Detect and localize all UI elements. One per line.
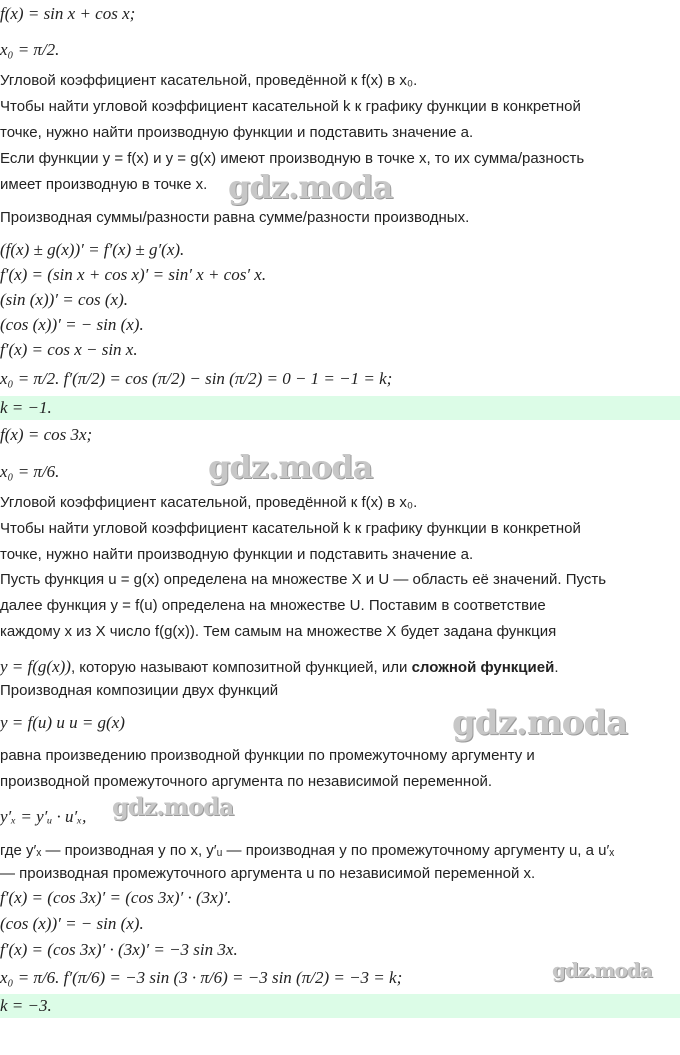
- watermark: gdz.moda: [552, 958, 652, 982]
- formula-line: (cos (x))′ = − sin (x).: [0, 914, 144, 933]
- composite-text: , которую называют композитной функцией, или: [70, 659, 412, 676]
- formula-line: f′(x) = cos x − sin x.: [0, 340, 138, 359]
- answer-2: k = −3.: [0, 996, 52, 1015]
- watermark: gdz.moda: [208, 448, 373, 486]
- watermark: gdz.moda: [228, 168, 393, 206]
- watermark: gdz.moda: [112, 792, 234, 821]
- explanation-line: далее функция y = f(u) определена на множестве U. Поставим в соответствие: [0, 597, 546, 614]
- task-statement-1: Угловой коэффициент касательной, проведённой к f(x) в x₀.: [0, 72, 418, 89]
- explanation-line: равна произведению производной функции по промежуточному аргументу и: [0, 747, 535, 764]
- explanation-line: имеет производную в точке x.: [0, 176, 208, 193]
- composite-term: сложной функцией: [411, 659, 555, 676]
- function-definition-1: f(x) = sin x + cos x;: [0, 4, 136, 23]
- point-definition-1: x₀ = π/2.: [0, 40, 60, 59]
- function-definition-2: f(x) = cos 3x;: [0, 425, 93, 444]
- explanation-line: Пусть функция u = g(x) определена на множестве X и U — область её значений. Пусть: [0, 571, 607, 588]
- explanation-line: — производная промежуточного аргумента u по независимой переменной x.: [0, 865, 536, 882]
- rule-statement: Производная суммы/разности равна сумме/разности производных.: [0, 209, 470, 226]
- explanation-line: где y′ₓ — производная y по x, y′ᵤ — производная y по промежуточному аргументу u, а u′ₓ: [0, 842, 615, 859]
- formula-line: x₀ = π/6. f′(π/6) = −3 sin (3 · π/6) = −3 sin (π/2) = −3 = k;: [0, 968, 403, 987]
- answer-highlight-2: [0, 994, 680, 1018]
- watermark: gdz.moda: [452, 703, 628, 743]
- composite-formula: y = f(g(x)): [0, 657, 71, 676]
- composite-function-line: [0, 657, 558, 678]
- explanation-line: Если функции y = f(x) и y = g(x) имеют производную в точке x, то их сумма/разность: [0, 150, 585, 167]
- formula-line: y = f(u) и u = g(x): [0, 713, 125, 732]
- explanation-line: Чтобы найти угловой коэффициент касательной k к графику функции в конкретной: [0, 98, 581, 115]
- explanation-line: каждому x из X число f(g(x)). Тем самым на множестве X будет задана функция: [0, 623, 557, 640]
- formula-line: x₀ = π/2. f′(π/2) = cos (π/2) − sin (π/2) = 0 − 1 = −1 = k;: [0, 369, 393, 388]
- answer-highlight-1: [0, 396, 680, 420]
- explanation-line: Чтобы найти угловой коэффициент касательной k к графику функции в конкретной: [0, 520, 581, 537]
- composite-end: .: [554, 659, 559, 676]
- formula-line: (f(x) ± g(x))′ = f′(x) ± g′(x).: [0, 240, 185, 259]
- formula-line: (cos (x))′ = − sin (x).: [0, 315, 144, 334]
- answer-1: k = −1.: [0, 398, 52, 417]
- explanation-line: Производная композиции двух функций: [0, 682, 279, 699]
- explanation-line: производной промежуточного аргумента по независимой переменной.: [0, 773, 493, 790]
- task-statement-2: Угловой коэффициент касательной, проведённой к f(x) в x₀.: [0, 494, 418, 511]
- chain-rule-formula: y′ₓ = y′ᵤ · u′ₓ,: [0, 807, 87, 826]
- formula-line: (sin (x))′ = cos (x).: [0, 290, 128, 309]
- point-definition-2: x₀ = π/6.: [0, 462, 60, 481]
- formula-line: f′(x) = (cos 3x)′ = (cos 3x)′ · (3x)′.: [0, 888, 232, 907]
- formula-line: f′(x) = (cos 3x)′ · (3x)′ = −3 sin 3x.: [0, 940, 238, 959]
- explanation-line: точке, нужно найти производную функции и подставить значение a.: [0, 124, 474, 141]
- explanation-line: точке, нужно найти производную функции и подставить значение a.: [0, 546, 474, 563]
- formula-line: f′(x) = (sin x + cos x)′ = sin′ x + cos′ x.: [0, 265, 267, 284]
